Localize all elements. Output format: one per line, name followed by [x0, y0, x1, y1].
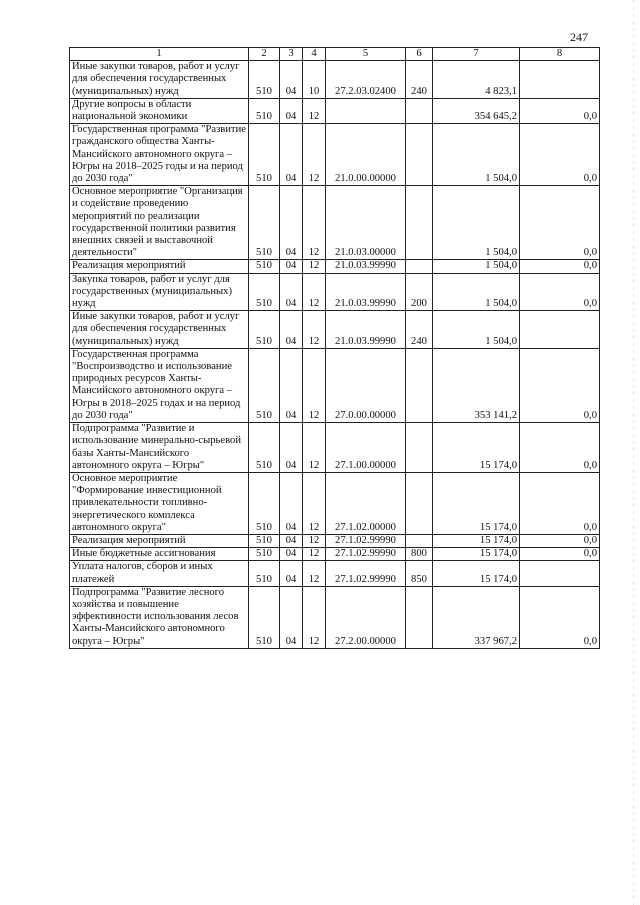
subsection-cell: 12 [303, 561, 326, 586]
target-article-cell: 27.2.00.00000 [326, 586, 406, 648]
subsection-cell: 12 [303, 586, 326, 648]
section-cell: 04 [280, 273, 303, 311]
admin-code-cell: 510 [249, 423, 280, 473]
admin-code-cell: 510 [249, 61, 280, 99]
expense-type-cell: 800 [406, 548, 433, 561]
item-name-cell: Реализация мероприятий [70, 534, 249, 547]
amount-cell: 15 174,0 [433, 472, 520, 534]
expense-type-cell [406, 348, 433, 422]
section-cell: 04 [280, 534, 303, 547]
item-name-cell: Закупка товаров, работ и услуг для государственных (муниципальных) нужд [70, 273, 249, 311]
target-article-cell: 21.0.03.00000 [326, 186, 406, 260]
section-cell: 04 [280, 548, 303, 561]
target-article-cell: 21.0.03.99990 [326, 273, 406, 311]
table-row [70, 260, 600, 273]
item-name-cell: Уплата налогов, сборов и иных платежей [70, 561, 249, 586]
amount-cell: 1 504,0 [433, 311, 520, 349]
section-cell: 04 [280, 472, 303, 534]
amount-extra-cell: 0,0 [520, 423, 600, 473]
subsection-cell: 12 [303, 423, 326, 473]
item-name-cell: Государственная программа "Развитие гражданского общества Ханты-Мансийского автономного округа – Югры на 2018–2025 годы и на период до 2030 года" [70, 124, 249, 186]
item-name-cell: Основное мероприятие "Формирование инвестиционной привлекательности топливно-энергетического комплекса автономного округа" [70, 472, 249, 534]
column-number: 2 [249, 48, 280, 61]
target-article-cell: 21.0.03.99990 [326, 260, 406, 273]
expense-type-cell [406, 98, 433, 123]
table-row [70, 61, 600, 99]
subsection-cell: 12 [303, 124, 326, 186]
table-row [70, 561, 600, 586]
expense-type-cell [406, 186, 433, 260]
section-cell: 04 [280, 98, 303, 123]
amount-extra-cell: 0,0 [520, 586, 600, 648]
amount-cell: 1 504,0 [433, 260, 520, 273]
amount-cell: 15 174,0 [433, 548, 520, 561]
subsection-cell: 12 [303, 548, 326, 561]
section-cell: 04 [280, 186, 303, 260]
amount-cell: 353 141,2 [433, 348, 520, 422]
table-row [70, 548, 600, 561]
subsection-cell: 12 [303, 534, 326, 547]
target-article-cell: 27.0.00.00000 [326, 348, 406, 422]
table-row [70, 311, 600, 349]
target-article-cell: 21.0.00.00000 [326, 124, 406, 186]
amount-cell: 1 504,0 [433, 186, 520, 260]
amount-cell: 1 504,0 [433, 273, 520, 311]
subsection-cell: 12 [303, 98, 326, 123]
target-article-cell: 27.1.02.99990 [326, 561, 406, 586]
section-cell: 04 [280, 423, 303, 473]
admin-code-cell: 510 [249, 311, 280, 349]
item-name-cell: Иные бюджетные ассигнования [70, 548, 249, 561]
section-cell: 04 [280, 348, 303, 422]
subsection-cell: 12 [303, 348, 326, 422]
expense-type-cell [406, 472, 433, 534]
column-number: 4 [303, 48, 326, 61]
table-row [70, 472, 600, 534]
item-name-cell: Государственная программа "Воспроизводство и использование природных ресурсов Ханты-Мансийского автономного округа – Югры в 2018–2025 годах и на период до 2030 года" [70, 348, 249, 422]
subsection-cell: 12 [303, 186, 326, 260]
item-name-cell: Иные закупки товаров, работ и услуг для обеспечения государственных (муниципальных) нужд [70, 61, 249, 99]
admin-code-cell: 510 [249, 98, 280, 123]
item-name-cell: Иные закупки товаров, работ и услуг для обеспечения государственных (муниципальных) нужд [70, 311, 249, 349]
subsection-cell: 10 [303, 61, 326, 99]
amount-extra-cell: 0,0 [520, 472, 600, 534]
expense-type-cell: 240 [406, 61, 433, 99]
amount-extra-cell: 0,0 [520, 273, 600, 311]
table-row [70, 124, 600, 186]
admin-code-cell: 510 [249, 548, 280, 561]
target-article-cell: 21.0.03.99990 [326, 311, 406, 349]
amount-extra-cell [520, 561, 600, 586]
amount-cell: 354 645,2 [433, 98, 520, 123]
item-name-cell: Реализация мероприятий [70, 260, 249, 273]
subsection-cell: 12 [303, 472, 326, 534]
target-article-cell: 27.2.03.02400 [326, 61, 406, 99]
admin-code-cell: 510 [249, 586, 280, 648]
admin-code-cell: 510 [249, 472, 280, 534]
target-article-cell: 27.1.02.99990 [326, 548, 406, 561]
admin-code-cell: 510 [249, 186, 280, 260]
admin-code-cell: 510 [249, 348, 280, 422]
column-number-row [70, 48, 600, 61]
subsection-cell: 12 [303, 311, 326, 349]
admin-code-cell: 510 [249, 561, 280, 586]
section-cell: 04 [280, 586, 303, 648]
item-name-cell: Подпрограмма "Развитие лесного хозяйства и повышение эффективности использования лесов Ханты-Мансийского автономного округа – Югры" [70, 586, 249, 648]
amount-extra-cell: 0,0 [520, 186, 600, 260]
section-cell: 04 [280, 61, 303, 99]
column-number: 7 [433, 48, 520, 61]
admin-code-cell: 510 [249, 260, 280, 273]
table-row [70, 586, 600, 648]
section-cell: 04 [280, 311, 303, 349]
expense-type-cell: 200 [406, 273, 433, 311]
target-article-cell: 27.1.02.00000 [326, 472, 406, 534]
expense-type-cell [406, 260, 433, 273]
amount-extra-cell: 0,0 [520, 98, 600, 123]
amount-extra-cell [520, 61, 600, 99]
column-number: 5 [326, 48, 406, 61]
expense-type-cell [406, 124, 433, 186]
expense-type-cell: 850 [406, 561, 433, 586]
admin-code-cell: 510 [249, 273, 280, 311]
column-number: 8 [520, 48, 600, 61]
column-number: 3 [280, 48, 303, 61]
section-cell: 04 [280, 124, 303, 186]
expense-type-cell [406, 534, 433, 547]
amount-extra-cell: 0,0 [520, 534, 600, 547]
target-article-cell: 27.1.02.99990 [326, 534, 406, 547]
target-article-cell [326, 98, 406, 123]
amount-cell: 337 967,2 [433, 586, 520, 648]
item-name-cell: Подпрограмма "Развитие и использование минерально-сырьевой базы Ханты-Мансийского автономного округа – Югры" [70, 423, 249, 473]
amount-cell: 1 504,0 [433, 124, 520, 186]
table-row [70, 186, 600, 260]
expense-type-cell: 240 [406, 311, 433, 349]
amount-extra-cell: 0,0 [520, 348, 600, 422]
table-row [70, 348, 600, 422]
subsection-cell: 12 [303, 273, 326, 311]
amount-cell: 4 823,1 [433, 61, 520, 99]
amount-cell: 15 174,0 [433, 561, 520, 586]
page-number: 247 [570, 30, 588, 44]
table-row [70, 423, 600, 473]
amount-extra-cell: 0,0 [520, 548, 600, 561]
subsection-cell: 12 [303, 260, 326, 273]
scan-edge-mark [633, 0, 634, 905]
amount-extra-cell [520, 311, 600, 349]
item-name-cell: Другие вопросы в области национальной экономики [70, 98, 249, 123]
table-row [70, 534, 600, 547]
item-name-cell: Основное мероприятие "Организация и содействие проведению мероприятий по реализации государственной политики развития внешних связей и выставочной деятельности" [70, 186, 249, 260]
admin-code-cell: 510 [249, 124, 280, 186]
table-row [70, 273, 600, 311]
target-article-cell: 27.1.00.00000 [326, 423, 406, 473]
expense-type-cell [406, 586, 433, 648]
budget-table [69, 47, 600, 649]
expense-type-cell [406, 423, 433, 473]
amount-cell: 15 174,0 [433, 534, 520, 547]
column-number: 1 [70, 48, 249, 61]
amount-cell: 15 174,0 [433, 423, 520, 473]
admin-code-cell: 510 [249, 534, 280, 547]
amount-extra-cell: 0,0 [520, 124, 600, 186]
section-cell: 04 [280, 561, 303, 586]
table-row [70, 98, 600, 123]
section-cell: 04 [280, 260, 303, 273]
amount-extra-cell: 0,0 [520, 260, 600, 273]
column-number: 6 [406, 48, 433, 61]
